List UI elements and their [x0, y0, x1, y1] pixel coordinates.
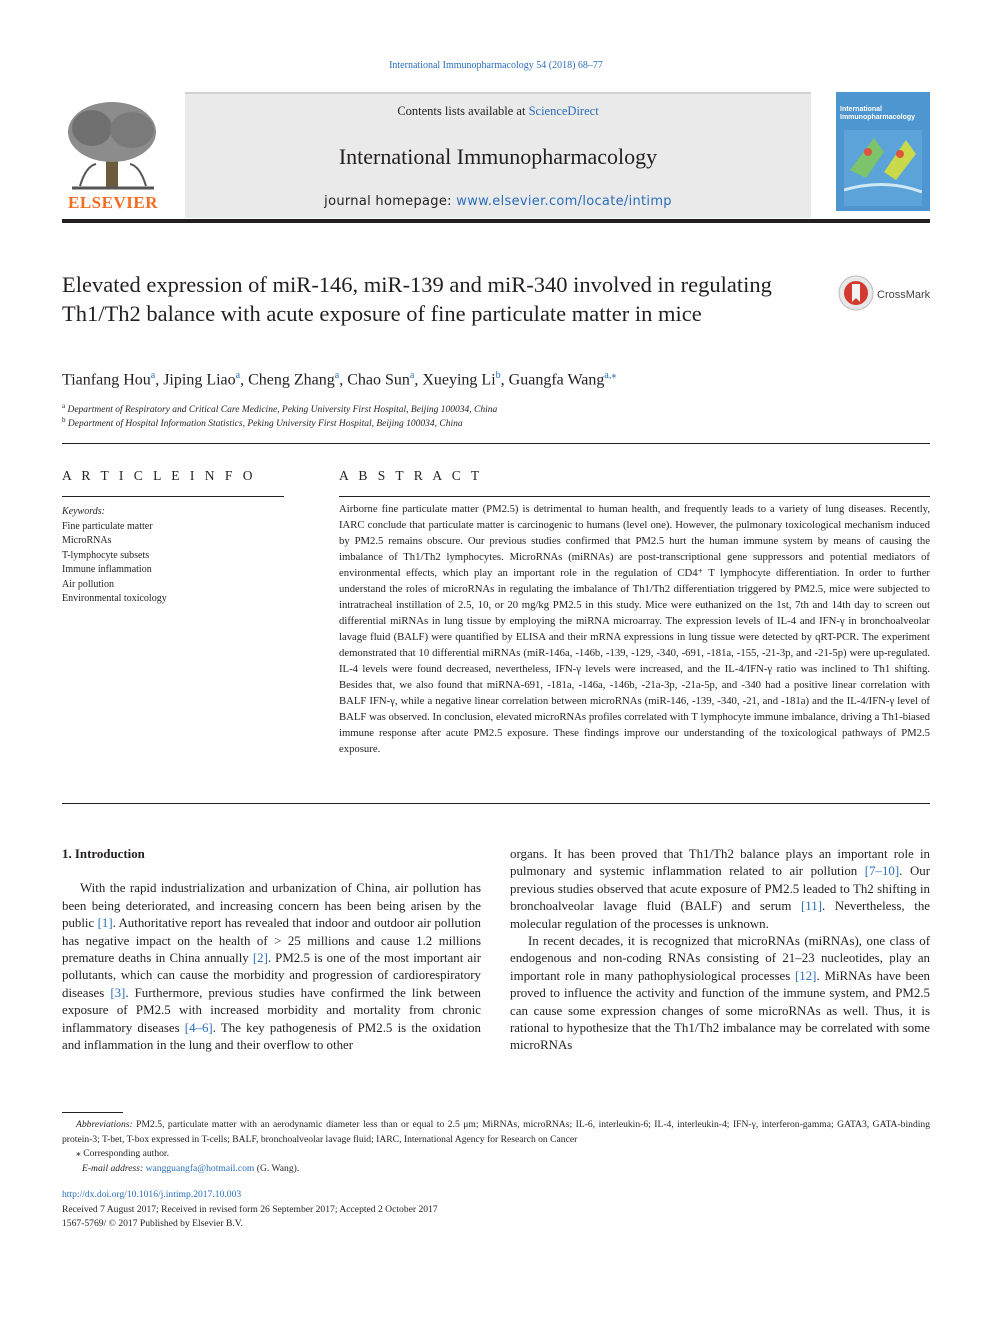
footnotes: [62, 1118, 930, 1176]
reference-link[interactable]: [12]: [795, 968, 817, 983]
crossmark-icon[interactable]: [838, 275, 874, 316]
reference-link[interactable]: [4–6]: [184, 1020, 213, 1035]
author-affil-mark[interactable]: a,⁎: [604, 370, 617, 381]
text-run: With the rapid industrialization and urbanization of China, air pollution has been being deteriorated, and increasing concern has been being arisen by the public: [62, 881, 481, 931]
divider: [62, 496, 284, 497]
sciencedirect-link[interactable]: ScienceDirect: [528, 104, 599, 118]
author-name[interactable]: Tianfang Hou: [62, 371, 151, 389]
keywords-list: [62, 505, 282, 607]
paragraph: [62, 880, 481, 1054]
reference-link[interactable]: [11]: [801, 899, 823, 914]
email-link[interactable]: wangguangfa@hotmail.com: [145, 1162, 255, 1174]
dates: Received 7 August 2017; Received in revised form 26 September 2017; Accepted 2 October 2017: [62, 1203, 438, 1215]
journal-homepage: journal homepage: www.elsevier.com/locate/intimp: [324, 194, 672, 209]
cover-art: [844, 130, 922, 206]
publication-info: [62, 1188, 662, 1232]
text-run: organs. It has been proved that Th1/Th2 balance plays an important role in pulmonary and systemic inflammation related to air pollution: [510, 847, 930, 879]
divider: [62, 803, 930, 804]
article-title: Elevated expression of miR-146, miR-139 and miR-340 involved in regulating Th1/Th2 balance with acute exposure of fine particulate matter in mice: [62, 272, 772, 326]
keyword: Air pollution: [62, 578, 114, 590]
author-affil-mark[interactable]: a: [150, 370, 156, 381]
author-name[interactable]: Guangfa Wang: [508, 371, 605, 389]
body-column-right: [510, 846, 930, 1055]
text-run: . MiRNAs have been proved to influence the activity and function of the immune system, and PM2.5 can cause some expression changes of some microRNAs as well. Thus, it is rational to hypothesize that the Th1/Th2 imbalance may be correlated with some microRNAs: [510, 968, 930, 1053]
reference-link[interactable]: [2]: [252, 951, 268, 966]
email-footnote: E-mail address: wangguangfa@hotmail.com (G. Wang).: [82, 1162, 300, 1174]
abstract-heading: A B S T R A C T: [339, 468, 483, 483]
journal-cover-thumbnail[interactable]: [836, 92, 930, 211]
cover-title: International Immunopharmacology: [840, 106, 916, 121]
author-affil-mark[interactable]: a: [334, 370, 340, 381]
text-run: . PM2.5 is one of the most important air pollutants, which can cause the morbidity and progression of cardiorespiratory diseases: [62, 951, 482, 1000]
text-run: . Nevertheless, the molecular regulation of the processes is unknown.: [510, 899, 930, 931]
body-column-left: [62, 846, 481, 1054]
homepage-link[interactable]: www.elsevier.com/locate/intimp: [456, 194, 672, 209]
reference-link[interactable]: [1]: [97, 916, 113, 931]
crossmark-label[interactable]: CrossMark: [877, 289, 931, 301]
keyword: Environmental toxicology: [62, 593, 167, 604]
text-run: . Furthermore, previous studies have confirmed the link between exposure of PM2.5 with increased morbidity and mortality from chronic inflammatory diseases: [62, 985, 481, 1035]
paragraph: [510, 846, 930, 933]
contents-available: Contents lists available at ScienceDirect: [397, 104, 599, 118]
author-affil-mark[interactable]: a: [235, 370, 241, 381]
text-run: In recent decades, it is recognized that microRNAs (miRNAs), one class of endogenous and non-coding RNAs consisting of 21–23 nucleotides, play an important role in many pathophysiological processes: [510, 934, 930, 983]
text-run: . Our previous studies observed that acute exposure of PM2.5 leaded to Th2 shifting in bronchoalveolar lavage fluid (BALF) and serum: [510, 864, 930, 914]
journal-banner: [185, 92, 811, 218]
header-rule: [62, 219, 930, 223]
article-info-heading: A R T I C L E I N F O: [62, 468, 257, 483]
author-name[interactable]: Chao Sun: [347, 371, 410, 389]
divider: [62, 443, 930, 444]
author-name[interactable]: Xueying Li: [422, 371, 496, 389]
keywords-label: Keywords:: [62, 506, 105, 517]
paragraph: [510, 933, 930, 1055]
footnote-rule: [62, 1112, 123, 1113]
author-affil-mark[interactable]: b: [495, 370, 501, 381]
author-name[interactable]: Cheng Zhang: [248, 371, 335, 389]
keyword: Immune inflammation: [62, 564, 152, 575]
affiliation-a: $^a$ Department of Respiratory and Critical Care Medicine, Peking University First Hospital, Beijing 100034, China: [62, 402, 498, 416]
affiliation-b: $^b$ Department of Hospital Information Statistics, Peking University First Hospital, Beijing 100034, China: [62, 416, 463, 430]
author-list: Tianfang Hou$^a$, Jiping Liao$^a$, Cheng Zhang$^a$, Chao Sun$^a$, Xueying Li$^b$, Guangfa Wang$^{a,⁎}$: [62, 370, 617, 389]
author-affil-mark[interactable]: a: [409, 370, 415, 381]
abstract-text: Airborne fine particulate matter (PM2.5) is detrimental to human health, and frequently leads to a variety of lung diseases. Recently, IARC conclude that particulate matter is carcinogenic to humans (level one). However, the pulmonary toxicological mechanism induced by PM2.5 remains obscure. Our previous studies confirmed that PM2.5 hurt the human immune system by means of causing the imbalance of Th1/Th2 lymphocytes. MicroRNAs (miRNAs) are post-transcriptional gene suppressors and potential mediators of environmental effects, which play an important role in the regulation of CD4⁺ T lymphocyte differentiation. In order to further understand the roles of microRNAs in regulating the imbalance of Th1/Th2 differentiation triggered by PM2.5, mice were subjected to intratracheal instillation of 2.5, 10, or 20 mg/kg PM2.5 in this study. Mice were euthanized on the 1st, 7th and 14th day to screen out differential miRNAs in lung tissue by employing the miRNA microarray. The expression levels of IL-4 and IFN-γ in bronchoalveolar lavage fluid (BALF) were quantified by ELISA and their mRNA expressions in lung tissue were detected by qRT-PCR. The experiment demonstrated that 10 differential miRNAs (miR-146a, -146b, -139, -129, -340, -691, -181a, -155, -21-3p, and -21-5p) were up-regulated. IL-4 levels were found decreased, nevertheless, IFN-γ levels were increased, and the IL-4/IFN-γ ratio was inclined to Th1 shifting. Besides that, we also found that miRNA-691, -181a, -146a, -146b, -21a-3p, -21a-5p, and -340 had a positive linear correlation with BALF IFN-γ, while a negative linear correlation between microRNAs (miR-146, -139, -340, -21, and -181a) and the IL-4/IFN-γ level of BALF was observed. In conclusion, elevated microRNAs profiles correlated with T lymphocyte immune imbalance, driving a Th1-biased immune response after acute PM2.5 exposure. These findings improve our understanding of the toxicological pathways of PM2.5 exposure.: [339, 503, 930, 755]
keyword: Fine particulate matter: [62, 520, 153, 532]
text-run: . Authoritative report has revealed that indoor and outdoor air pollution has negative impact on the health of > 25 millions and cause 1.2 millions premature deaths in China annually: [62, 916, 481, 966]
doi-link[interactable]: http://dx.doi.org/10.1016/j.intimp.2017.10.003: [62, 1189, 242, 1200]
journal-name: International Immunopharmacology: [338, 144, 658, 169]
reference-link[interactable]: [7–10]: [864, 864, 900, 879]
divider: [339, 496, 930, 497]
elsevier-wordmark: ELSEVIER: [68, 193, 158, 212]
section-heading: 1. Introduction: [62, 847, 145, 861]
reference-link[interactable]: [3]: [110, 985, 126, 1000]
corresponding-author-note: ⁎ Corresponding author.: [76, 1148, 169, 1159]
keyword: MicroRNAs: [62, 535, 112, 546]
keyword: T-lymphocyte subsets: [62, 549, 150, 561]
text-run: . The key pathogenesis of PM2.5 is the oxidation and inflammation in the lung and their overflow to other: [62, 1020, 481, 1053]
abbreviations-footnote: Abbreviations: PM2.5, particulate matter with an aerodynamic diameter less than or equal to 2.5 μm; MiRNAs, microRNAs; IL-6, interleukin-6; IL-4, interleukin-4; IFN-γ, interferon-gamma; GATA3, GATA-binding protein-3; T-bet, T-box expressed in T-cells; BALF, bronchoalveolar lavage fluid; IARC, International Agency for Research on Cancer: [62, 1119, 930, 1145]
journal-citation[interactable]: International Immunopharmacology 54 (2018) 68–77: [389, 60, 603, 71]
copyright: 1567-5769/ © 2017 Published by Elsevier B.V.: [62, 1218, 243, 1230]
author-name[interactable]: Jiping Liao: [163, 371, 236, 389]
